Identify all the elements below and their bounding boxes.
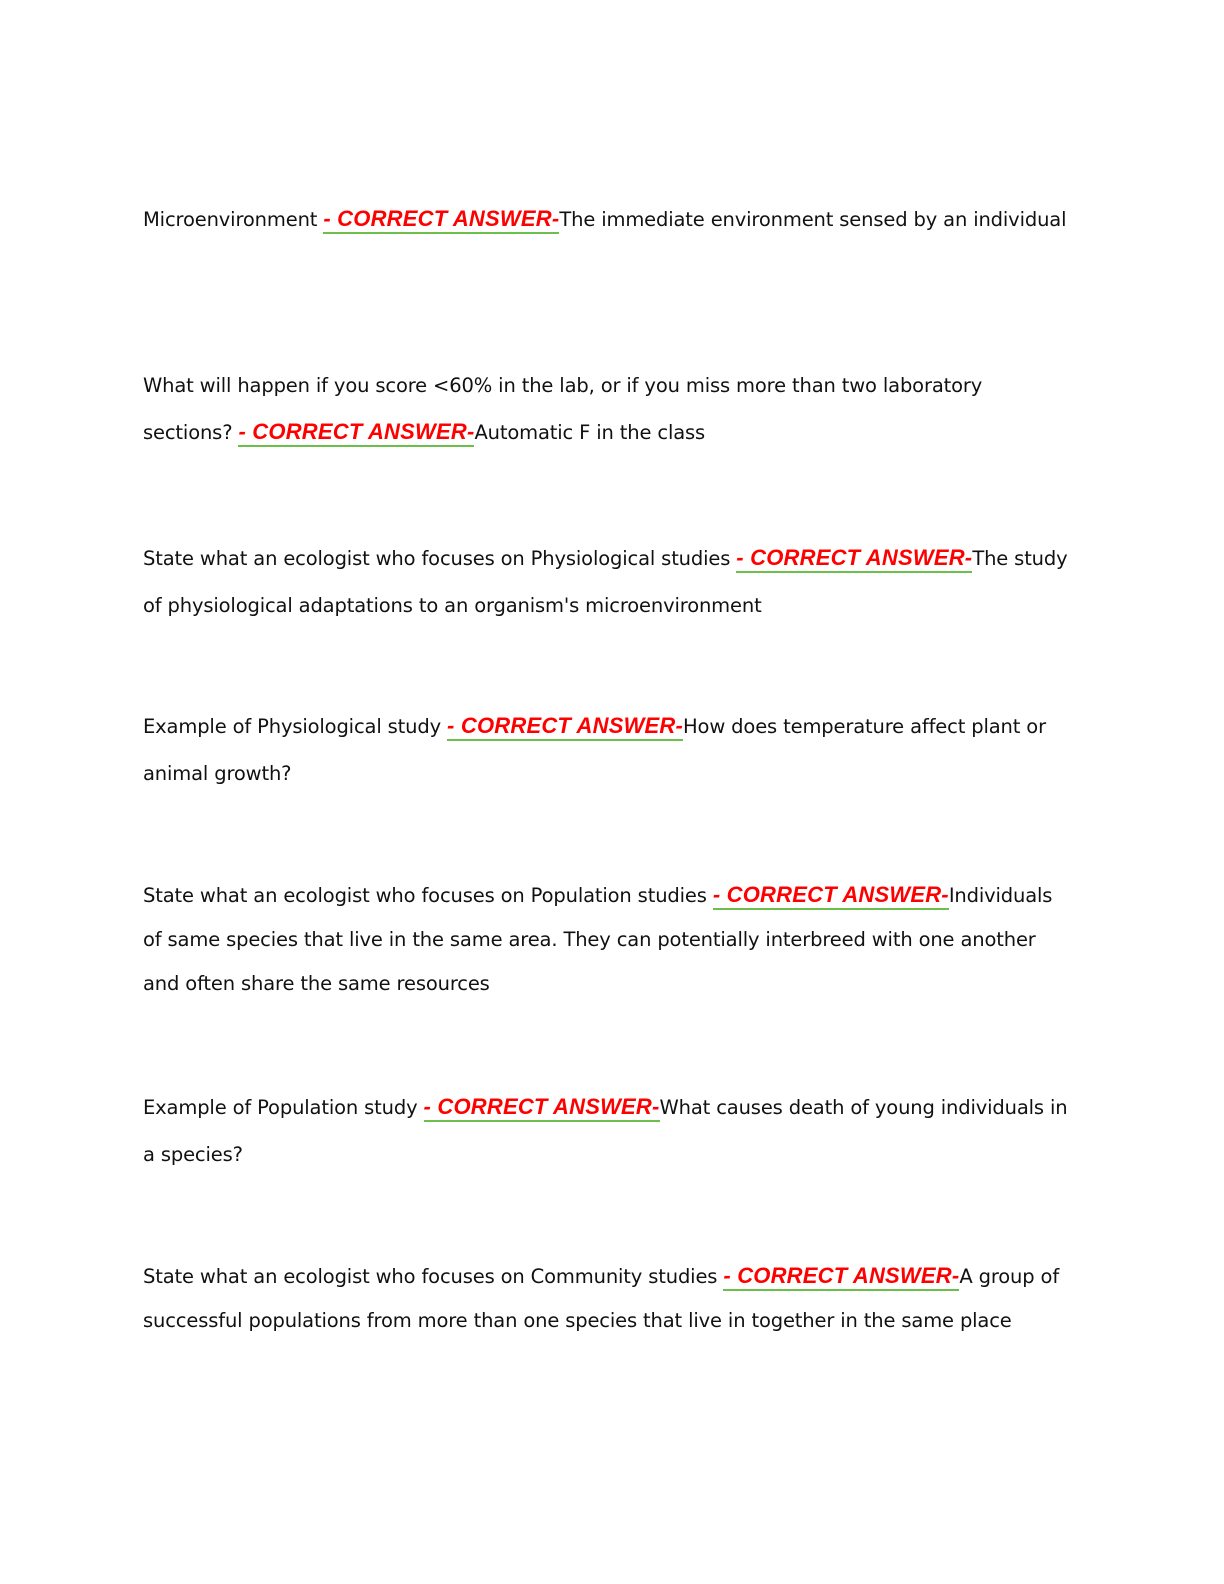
answer-text: What causes death of young individuals in a species? (143, 1096, 1068, 1166)
correct-answer-tag: - CORRECT ANSWER- (238, 419, 474, 447)
qa-item-population-example (143, 1084, 1073, 1178)
answer-text: The immediate environment sensed by an individual (559, 208, 1067, 231)
correct-answer-tag: - CORRECT ANSWER- (736, 545, 972, 573)
answer-text: A group of successful populations from more than one species that live in together in the same place (143, 1265, 1060, 1332)
qa-item-physiological-example (143, 703, 1073, 797)
correct-answer-tag: - CORRECT ANSWER- (713, 882, 949, 910)
answer-text: How does temperature affect plant or animal growth? (143, 715, 1046, 785)
question-text: State what an ecologist who focuses on Physiological studies (143, 547, 737, 570)
answer-text: The study of physiological adaptations to an organism's microenvironment (143, 547, 1068, 617)
correct-answer-tag: - CORRECT ANSWER- (723, 1263, 959, 1291)
qa-item-lab-score (143, 362, 1073, 456)
question-text: State what an ecologist who focuses on Population studies (143, 884, 713, 907)
correct-answer-tag: - CORRECT ANSWER- (323, 206, 559, 234)
question-text: Example of Population study (143, 1096, 424, 1119)
answer-text: Automatic F in the class (474, 421, 706, 444)
correct-answer-tag: - CORRECT ANSWER- (447, 713, 683, 741)
qa-item-physiological-studies (143, 535, 1073, 629)
question-text: State what an ecologist who focuses on Community studies (143, 1265, 724, 1288)
qa-item-microenvironment (143, 196, 1073, 243)
answer-text: Individuals of same species that live in the same area. They can potentially interbreed with one another and often share the same resources (143, 884, 1053, 995)
question-text: Example of Physiological study (143, 715, 448, 738)
correct-answer-tag: - CORRECT ANSWER- (424, 1094, 660, 1122)
question-text: Microenvironment (143, 208, 324, 231)
qa-item-population-studies (143, 874, 1073, 1006)
qa-item-community-studies (143, 1255, 1073, 1343)
question-text: What will happen if you score <60% in the lab, or if you miss more than two laboratory sections? (143, 374, 983, 444)
